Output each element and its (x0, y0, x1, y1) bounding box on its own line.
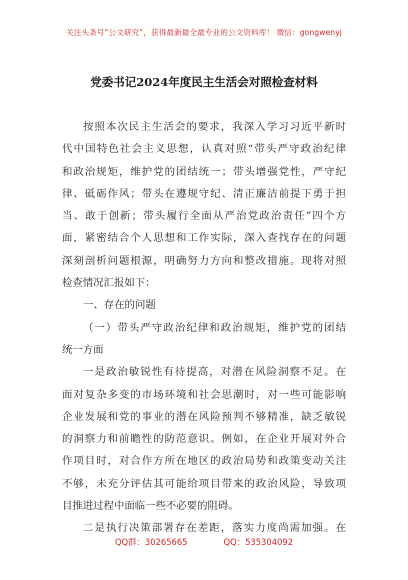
paragraph-line: 深刻剖析问题根源，明确努力方向和整改措施。现将对照 (62, 254, 346, 267)
document-body (62, 116, 346, 540)
paragraph-line: 不够，未充分评估其可能给项目带来的政治风险，导致项 (62, 477, 346, 490)
subsection-heading: 统一方面 (62, 343, 104, 356)
footer-contact (0, 536, 408, 548)
paragraph-line: 一是政治敏锐性有待提高，对潜在风险洞察不足。在 (83, 366, 346, 379)
subsection-heading: （一）带头严守政治纪律和政治规矩，维护党的团结 (83, 321, 346, 334)
paragraph-line: 企业发展和党的事业的潜在风险预判不够精准，缺乏敏锐 (62, 410, 346, 423)
section-heading: 一、存在的问题 (83, 299, 156, 312)
paragraph-line: 当、敢于创新；带头履行全面从严治党政治责任”四个方 (62, 210, 346, 223)
paragraph-line: 目推进过程中面临一些不必要的阻碍。 (62, 500, 239, 513)
paragraph-line: 二是执行决策部署存在差距，落实力度尚需加强。在 (83, 522, 346, 535)
paragraph-line: 面，紧密结合个人思想和工作实际，深入查找存在的问题 (62, 232, 346, 245)
paragraph-line: 律、砥砺作风；带头在遵规守纪、清正廉洁前提下勇于担 (62, 187, 346, 200)
document-title: 党委书记2024年度民主生活会对照检查材料 (90, 75, 318, 89)
header-banner: 关注头条号“公文研究”，获得最新最全最专业的公文资料库！ 微信：gongwenyj (66, 28, 342, 37)
footer-qq-group: QQ群：30265665 (114, 537, 188, 547)
paragraph-line: 代中国特色社会主义思想，认真对照“带头严守政治纪律 (62, 143, 346, 156)
paragraph-line: 的洞察力和前瞻性的防范意识。例如，在企业开展对外合 (62, 433, 346, 446)
paragraph-line: 作项目时，对合作方所在地区的政治局势和政策变动关注 (62, 455, 346, 468)
paragraph-line: 面对复杂多变的市场环境和社会思潮时，对一些可能影响 (62, 388, 346, 401)
paragraph-line: 按照本次民主生活会的要求，我深入学习习近平新时 (83, 121, 346, 133)
paragraph-line: 和政治规矩，维护党的团结统一；带头增强党性，严守纪 (62, 165, 346, 178)
footer-qq-number: QQ：535304092 (223, 537, 294, 547)
paragraph-line: 检查情况汇报如下： (62, 277, 156, 290)
